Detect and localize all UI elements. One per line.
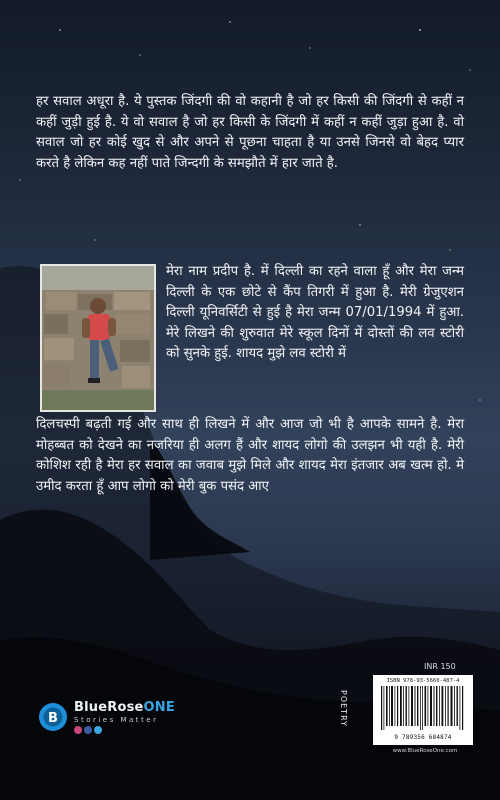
author-bio-part-1: मेरा नाम प्रदीप है. में दिल्ली का रहने वाला हूँ और मेरा जन्म दिल्ली के एक छोटे से कैंप तिगरी में हुआ है. मेरी ग्रेजुएशन दिल्ली यूनिवर्सिटी से हुई है मेरा जन्म 07/01/1994 में हुआ. मेरे लिखने की शुरुवात मेरे स्कूल दिनों में दोस्तों की लव स्टोरी को सुनके हुई. शायद मुझे लव स्टोरी में [166,264,464,361]
instagram-icon [74,726,82,734]
isbn-text: ISBN 978-93-5660-487-4 [386,678,460,684]
author-portrait-image [42,266,154,410]
price-label: INR 150 [424,662,456,671]
author-photo [40,264,156,412]
publisher-website: www.BlueRoseOne.com [392,748,458,754]
logo-letter: B [48,711,58,726]
author-bio-part-2: दिलचस्पी बढ़ती गई और साथ ही लिखने में और आज जो भी है आपके सामने है. मेरा मोहब्बत को देखने का नजरिया ही अलग हैं और शायद लोगो की उलझन भी यही है. मेरी कोशिश रही है मेरा हर सवाल का जवाब मुझे मिले और शायद मेरा इंतजार अब खत्म हो. मे उमीद करता हूँ आप लोगो को मेरी बुक पसंद आए [36,417,464,494]
twitter-icon [94,726,102,734]
bluerose-logo-icon [38,702,68,732]
social-icons [74,726,175,734]
publisher-name [74,700,175,715]
facebook-icon [84,726,92,734]
genre-label: POETRY [339,690,348,727]
publisher-name-part-1: BlueRose [74,700,144,715]
publisher-tagline: Stories Matter [74,716,159,724]
isbn-barcode [373,675,473,745]
barcode-bars [377,684,469,730]
barcode-digits: 9 789356 684874 [394,734,452,741]
publisher-logo [38,700,175,734]
publisher-name-part-2: ONE [143,700,175,715]
book-blurb: हर सवाल अधूरा है. ये पुस्तक जिंदगी की वो कहानी है जो हर किसी की जिंदगी से कहीं न कहीं जुड़ी हुई है. ये वो सवाल है जो हर किसी के जिंदगी में कहीं न कहीं जुड़ा हुआ है. वो सवाल जो हर कोई खुद से और अपने से पूछना चाहता है या उनसे जिनसे वो बेहद प्यार करते है लेकिन कह नहीं पाते जिन्दगी के समझौते में हार जाते है. [36,94,464,171]
